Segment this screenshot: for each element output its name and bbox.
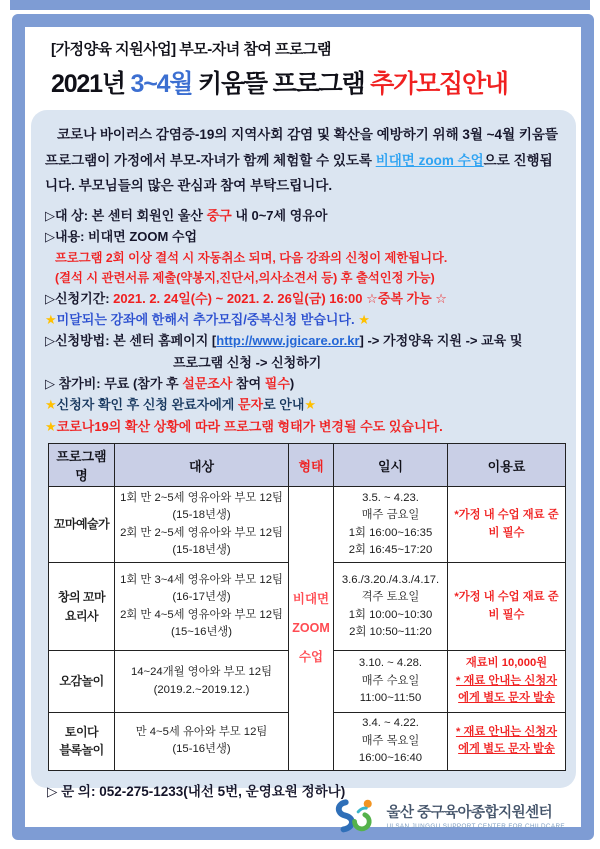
table-cell-schedule bbox=[334, 713, 448, 771]
title-recruit-notice: 추가모집안내 bbox=[370, 70, 508, 98]
table-cell-fee bbox=[448, 487, 566, 563]
cell-line: 꼬마예술가 bbox=[53, 517, 110, 532]
detail-fee bbox=[45, 373, 562, 394]
detail-apply-method bbox=[45, 330, 562, 351]
fee-post: ) bbox=[289, 376, 295, 392]
apply-period-label: ▷신청기간: bbox=[45, 290, 114, 306]
flyer-border-frame bbox=[12, 14, 594, 840]
detail-target-post: 내 0~7세 영유아 bbox=[231, 207, 328, 223]
table-cell-target bbox=[115, 487, 289, 563]
sms-notice-post: 로 안내 bbox=[263, 397, 305, 413]
table-row bbox=[49, 487, 566, 563]
table-cell-schedule bbox=[334, 563, 448, 651]
table-cell-fee bbox=[448, 563, 566, 651]
covid-notice-text: 코로나19의 확산 상황에 따라 프로그램 형태가 변경될 수도 있습니다. bbox=[56, 418, 443, 434]
cell-line: 재료비 10,000원 bbox=[465, 657, 548, 670]
cell-line: 3.6./3.20./4.3./4.17. bbox=[341, 573, 440, 586]
detail-sms-notice bbox=[45, 394, 562, 415]
cell-line: 14~24개월 영아와 부모 12팀 bbox=[130, 666, 272, 679]
star-icon: ★ bbox=[45, 418, 57, 434]
cell-line: 1회 만 3~4세 영유아와 부모 12팀 bbox=[120, 573, 283, 586]
title-year: 2021년 bbox=[51, 70, 131, 98]
cell-line: 매주 목요일 bbox=[361, 734, 420, 747]
title-months: 3~4월 bbox=[130, 70, 193, 98]
cell-line: 2회 10:50~11:20 bbox=[349, 626, 432, 639]
cell-line: (15-18년생) bbox=[172, 544, 231, 557]
cell-line: 3.10. ~ 4.28. bbox=[358, 657, 423, 670]
table-header-row bbox=[49, 444, 566, 487]
apply-method-post: ] -> 가정양육 지원 -> 교육 및 bbox=[359, 333, 523, 349]
page-title bbox=[51, 64, 581, 100]
table-cell-name bbox=[49, 487, 115, 563]
detail-target bbox=[45, 205, 562, 226]
detail-absence-warning: 프로그램 2회 이상 결석 시 자동취소 되며, 다음 강좌의 신청이 제한됩니다. bbox=[55, 250, 448, 265]
cell-line: 격주 토요일 bbox=[361, 591, 420, 604]
cell-line: * 재료 안내는 신청자에게 별도 문자 발송 bbox=[455, 725, 558, 756]
cell-line: *가정 내 수업 재료 준비 필수 bbox=[454, 591, 559, 621]
star-icon: ★ bbox=[45, 312, 57, 328]
detail-covid-notice bbox=[45, 416, 562, 437]
table-cell-target bbox=[115, 713, 289, 771]
cell-line: 토이다 bbox=[64, 724, 99, 739]
cell-line: 3.4. ~ 4.22. bbox=[362, 717, 419, 730]
column-header-0: 프로그램명 bbox=[49, 444, 115, 487]
title-program: 키움뜰 프로그램 bbox=[192, 70, 371, 98]
cell-line: ZOOM bbox=[292, 620, 330, 635]
homepage-link[interactable]: http://www.jgicare.or.kr bbox=[216, 333, 360, 349]
intro-zoom-highlight: 비대면 zoom 수업 bbox=[375, 152, 484, 168]
cell-line: (15-16년생) bbox=[172, 743, 231, 756]
column-header-2: 형태 bbox=[289, 444, 334, 487]
detail-target-district: 중구 bbox=[206, 207, 232, 223]
logo-text-block bbox=[386, 801, 565, 830]
table-cell-schedule bbox=[334, 487, 448, 563]
cell-line: (16-17년생) bbox=[172, 591, 231, 604]
intro-paragraph bbox=[45, 122, 562, 199]
cell-line: 1회 10:00~10:30 bbox=[348, 608, 433, 621]
column-header-4: 이용료 bbox=[448, 444, 566, 487]
cell-line: 만 4~5세 유아와 부모 12팀 bbox=[135, 725, 268, 738]
sms-notice-pre: 신청자 확인 후 신청 완료자에게 bbox=[56, 397, 238, 413]
star-icon: ★ bbox=[358, 312, 370, 328]
detail-extra-recruit bbox=[45, 309, 562, 330]
cell-line: 16:00~16:40 bbox=[358, 752, 423, 765]
info-panel bbox=[31, 110, 576, 799]
cell-line: (15-18년생) bbox=[172, 509, 231, 522]
detail-apply-period bbox=[45, 288, 562, 309]
program-category-subtitle: [가정양육 지원사업] 부모-자녀 참여 프로그램 bbox=[51, 41, 331, 58]
table-cell-fee bbox=[448, 713, 566, 771]
footer-logo bbox=[25, 797, 565, 834]
cell-line: 1회 만 2~5세 영유아와 부모 12팀 bbox=[120, 491, 283, 504]
cell-line: 비대면 bbox=[292, 592, 330, 607]
table-cell-form bbox=[289, 487, 334, 771]
sms-notice-sms: 문자 bbox=[237, 397, 264, 413]
fee-mid: 참여 bbox=[232, 376, 265, 392]
cell-line: 2회 만 4~5세 영유아와 부모 12팀 bbox=[120, 608, 283, 621]
cell-line: 창의 꼬마 bbox=[57, 589, 106, 604]
cell-line: *가정 내 수업 재료 준비 필수 bbox=[454, 509, 559, 539]
extra-recruit-text: 미달되는 강좌에 한해서 추가모집/중복신청 받습니다. bbox=[56, 312, 359, 328]
star-icon: ★ bbox=[304, 397, 317, 413]
apply-period-value: 2021. 2. 24일(수) ~ 2021. 2. 26일(금) 16:00 ☆중복 가능 ☆ bbox=[113, 290, 447, 306]
fee-survey: 설문조사 bbox=[182, 376, 233, 392]
contact-line: ▷ 문 의: 052-275-1233(내선 5번, 운영요원 정하나) bbox=[47, 783, 346, 799]
logo-org-subname: ULSAN JUNGGU SUPPORT CENTER FOR CHILDCARE bbox=[386, 823, 565, 830]
apply-method-pre: ▷신청방법: 본 센터 홈페이지 [ bbox=[45, 333, 217, 349]
fee-pre: ▷ 참가비: 무료 (참가 후 bbox=[45, 376, 183, 392]
detail-target-pre: ▷대 상: 본 센터 회원인 울산 bbox=[45, 207, 207, 223]
table-cell-fee bbox=[448, 651, 566, 713]
cell-line: 매주 금요일 bbox=[361, 509, 420, 522]
cell-line: 2회 16:45~17:20 bbox=[348, 544, 433, 557]
detail-absence-docs: (결석 시 관련서류 제출(약봉지,진단서,의사소견서 등) 후 출석인정 가능) bbox=[55, 270, 435, 285]
cell-line: * 재료 안내는 신청자에게 별도 문자 발송 bbox=[455, 674, 558, 705]
table-cell-schedule bbox=[334, 651, 448, 713]
logo-org-name: 울산 중구육아종합지원센터 bbox=[386, 805, 553, 821]
table-cell-target bbox=[115, 651, 289, 713]
cell-line: 오감놀이 bbox=[59, 674, 104, 689]
column-header-3: 일시 bbox=[334, 444, 448, 487]
table-cell-name bbox=[49, 651, 115, 713]
star-icon: ★ bbox=[45, 397, 57, 413]
top-decoration-band bbox=[10, 0, 590, 10]
table-cell-name bbox=[49, 713, 115, 771]
cell-line: 블록놀이 bbox=[59, 743, 104, 758]
fee-required: 필수 bbox=[264, 376, 290, 392]
cell-line: 매주 수요일 bbox=[361, 674, 420, 687]
detail-content: ▷내용: 비대면 ZOOM 수업 bbox=[45, 229, 198, 245]
cell-line: (2019.2.~2019.12.) bbox=[153, 683, 250, 696]
detail-apply-method-line2: 프로그램 신청 -> 신청하기 bbox=[173, 354, 322, 370]
cell-line: 2회 만 2~5세 영유아와 부모 12팀 bbox=[120, 526, 283, 539]
table-cell-name bbox=[49, 563, 115, 651]
cell-line: 3.5. ~ 4.23. bbox=[362, 491, 419, 504]
cell-line: 수업 bbox=[298, 649, 324, 664]
flyer-header bbox=[25, 27, 581, 100]
cell-line: 요리사 bbox=[64, 608, 99, 623]
table-cell-target bbox=[115, 563, 289, 651]
center-logo-icon bbox=[334, 797, 378, 834]
cell-line: (15~16년생) bbox=[170, 626, 233, 639]
intro-text-before: 코로나 바이러스 감염증-19의 지역사회 감염 및 확산을 예방하기 위해 3월 ~4월 키움뜰 프로그램이 가정에서 부모-자녀가 함께 체험할 수 있도록 bbox=[45, 127, 558, 168]
cell-line: 11:00~11:50 bbox=[359, 692, 422, 705]
column-header-1: 대상 bbox=[115, 444, 289, 487]
intro-text-after: 으로 진행됩니다. 부모님들의 많은 관심과 참여 부탁드립니다. bbox=[45, 152, 553, 194]
detail-lines bbox=[45, 205, 562, 437]
program-table bbox=[48, 443, 566, 771]
cell-line: 1회 16:00~16:35 bbox=[348, 526, 433, 539]
